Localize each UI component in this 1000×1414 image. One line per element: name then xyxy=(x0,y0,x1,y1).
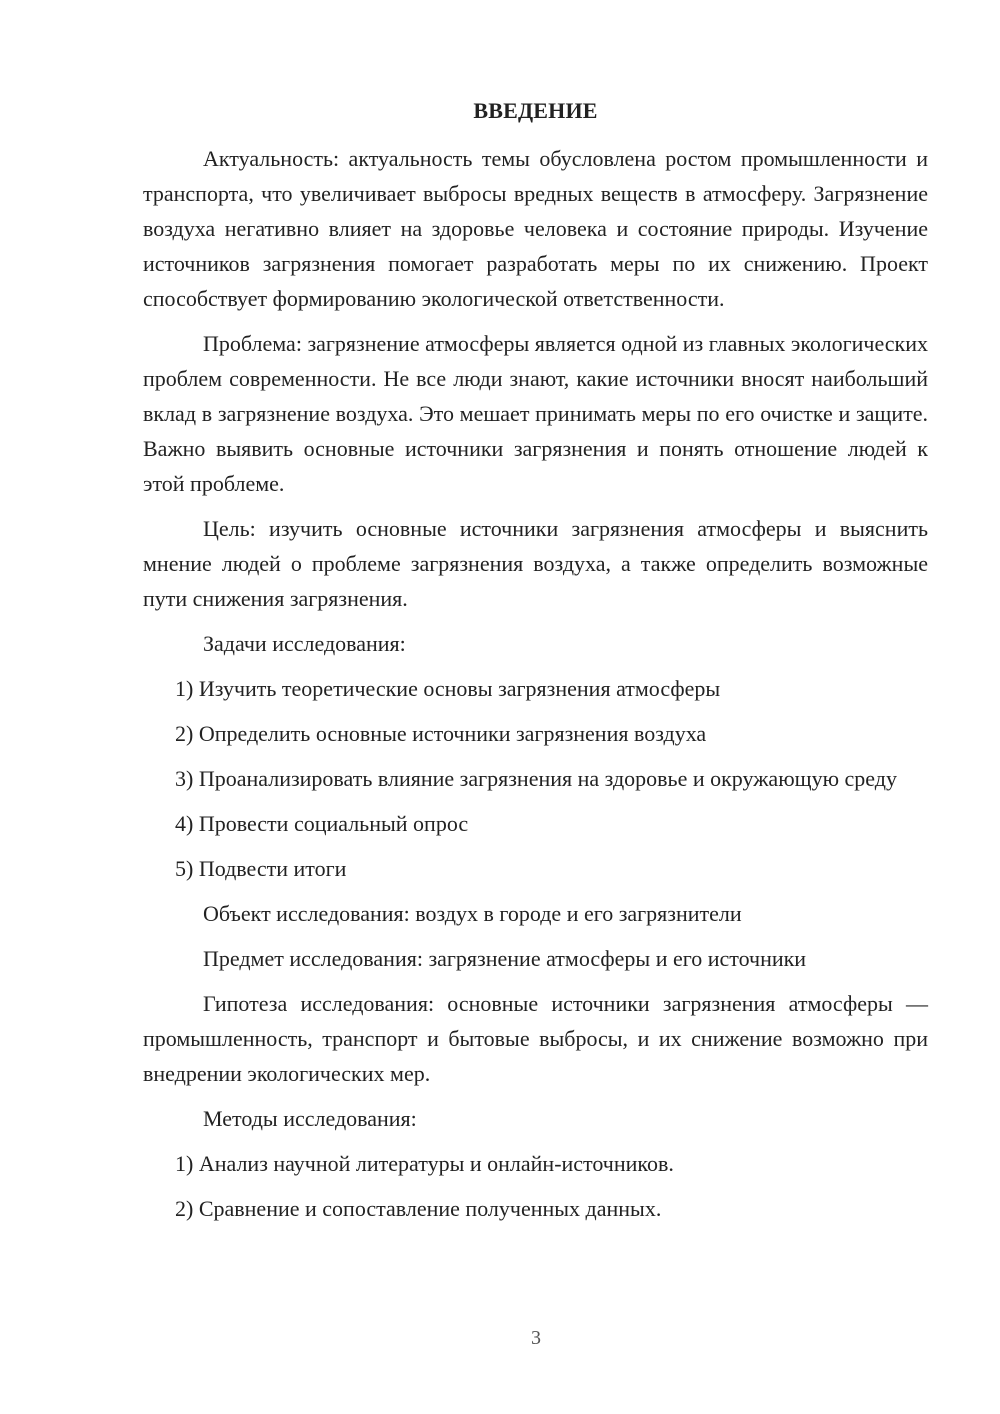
problem-paragraph: Проблема: загрязнение атмосферы является одной из главных экологических проблем современности. Не все люди знают, какие источники вносят наибольший вклад в загрязнение воздуха. Это мешает принимать меры по его очистке и защите. Важно выявить основные источники загрязнения и понять отношение людей к этой проблеме. xyxy=(143,331,928,496)
task-item-3: 3) Проанализировать влияние загрязнения на здоровье и окружающую среду xyxy=(175,766,897,791)
method-item-2: 2) Сравнение и сопоставление полученных данных. xyxy=(175,1196,662,1221)
task-item-5: 5) Подвести итоги xyxy=(175,856,347,881)
research-subject: Предмет исследования: загрязнение атмосферы и его источники xyxy=(203,946,807,971)
method-item-1: 1) Анализ научной литературы и онлайн-источников. xyxy=(175,1151,674,1176)
relevance-paragraph: Актуальность: актуальность темы обусловлена ростом промышленности и транспорта, что увеличивает выбросы вредных веществ в атмосферу. Загрязнение воздуха негативно влияет на здоровье человека и состояние природы. Изучение источников загрязнения помогает разработать меры по их снижению. Проект способствует формированию экологической ответственности. xyxy=(143,146,928,311)
goal-paragraph: Цель: изучить основные источники загрязнения атмосферы и выяснить мнение людей о проблеме загрязнения воздуха, а также определить возможные пути снижения загрязнения. xyxy=(143,516,928,611)
research-object: Объект исследования: воздух в городе и его загрязнители xyxy=(203,901,742,926)
page-number: 3 xyxy=(531,1327,541,1349)
section-title: ВВЕДЕНИЕ xyxy=(473,98,598,123)
document-body xyxy=(143,93,928,1236)
task-item-1: 1) Изучить теоретические основы загрязнения атмосферы xyxy=(175,676,721,701)
methods-heading: Методы исследования: xyxy=(203,1106,417,1131)
task-item-4: 4) Провести социальный опрос xyxy=(175,811,469,836)
research-hypothesis: Гипотеза исследования: основные источники загрязнения атмосферы — промышленность, транспорт и бытовые выбросы, и их снижение возможно при внедрении экологических мер. xyxy=(143,991,928,1086)
tasks-heading: Задачи исследования: xyxy=(203,631,406,656)
task-item-2: 2) Определить основные источники загрязнения воздуха xyxy=(175,721,707,746)
